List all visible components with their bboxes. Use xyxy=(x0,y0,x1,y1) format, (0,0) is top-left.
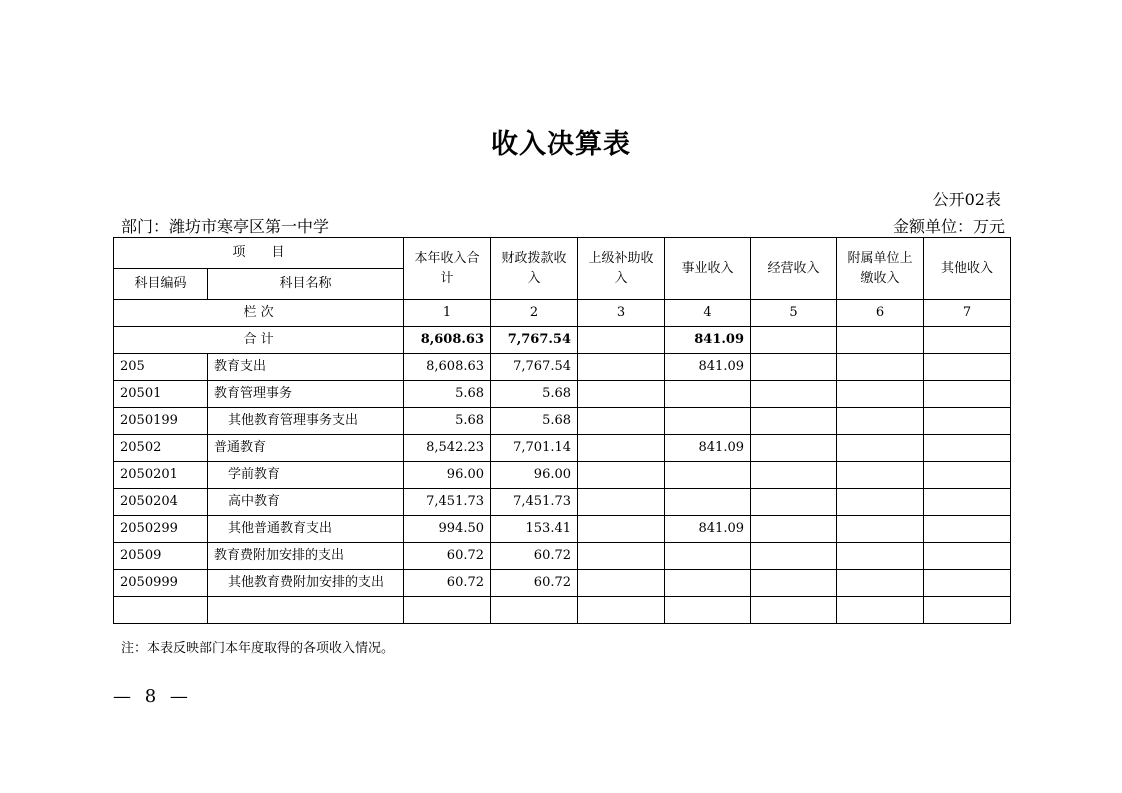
row-value xyxy=(924,408,1011,435)
header-col: 上级补助收入 xyxy=(578,238,665,300)
table-row xyxy=(114,462,1011,489)
row-value xyxy=(837,435,924,462)
empty-row xyxy=(114,597,1011,624)
table-row xyxy=(114,489,1011,516)
row-value xyxy=(578,435,665,462)
table-row xyxy=(114,435,1011,462)
col-num: 3 xyxy=(578,300,665,327)
header-col: 附属单位上缴收入 xyxy=(837,238,924,300)
row-value xyxy=(578,381,665,408)
row-name: 高中教育 xyxy=(208,489,404,516)
row-name: 教育管理事务 xyxy=(208,381,404,408)
row-value: 5.68 xyxy=(491,381,578,408)
row-value xyxy=(665,543,751,570)
department-label: 部门：潍坊市寒亭区第一中学 xyxy=(121,217,330,236)
unit-label: 金额单位：万元 xyxy=(892,217,1005,236)
row-value xyxy=(751,516,837,543)
row-value: 60.72 xyxy=(404,570,491,597)
row-value xyxy=(578,543,665,570)
col-num: 6 xyxy=(837,300,924,327)
row-value xyxy=(837,570,924,597)
row-value xyxy=(837,462,924,489)
row-value xyxy=(924,489,1011,516)
row-value: 841.09 xyxy=(665,354,751,381)
row-code: 2050999 xyxy=(114,570,208,597)
header-col: 本年收入合计 xyxy=(404,238,491,300)
total-value xyxy=(837,327,924,354)
table-row xyxy=(114,543,1011,570)
row-value xyxy=(924,435,1011,462)
empty-cell xyxy=(924,597,1011,624)
row-value: 8,542.23 xyxy=(404,435,491,462)
row-value: 60.72 xyxy=(491,543,578,570)
row-value xyxy=(924,516,1011,543)
row-value xyxy=(751,381,837,408)
row-value: 7,701.14 xyxy=(491,435,578,462)
row-value xyxy=(578,489,665,516)
total-value: 8,608.63 xyxy=(404,327,491,354)
row-name: 学前教育 xyxy=(208,462,404,489)
row-value xyxy=(751,435,837,462)
row-name: 其他教育管理事务支出 xyxy=(208,408,404,435)
row-value xyxy=(751,489,837,516)
row-value xyxy=(751,462,837,489)
row-value xyxy=(751,543,837,570)
row-value: 60.72 xyxy=(404,543,491,570)
row-value xyxy=(924,354,1011,381)
header-code: 科目编码 xyxy=(114,269,208,300)
row-value: 96.00 xyxy=(404,462,491,489)
row-value: 5.68 xyxy=(491,408,578,435)
row-value xyxy=(837,354,924,381)
header-col: 经营收入 xyxy=(751,238,837,300)
row-value xyxy=(837,516,924,543)
row-code: 205 xyxy=(114,354,208,381)
table-row xyxy=(114,516,1011,543)
row-value xyxy=(924,381,1011,408)
empty-cell xyxy=(751,597,837,624)
header-name: 科目名称 xyxy=(208,269,404,300)
empty-cell xyxy=(491,597,578,624)
row-value xyxy=(751,354,837,381)
table-row xyxy=(114,381,1011,408)
empty-cell xyxy=(665,597,751,624)
header-col: 财政拨款收入 xyxy=(491,238,578,300)
row-code: 2050204 xyxy=(114,489,208,516)
row-value xyxy=(665,570,751,597)
header-col: 其他收入 xyxy=(924,238,1011,300)
col-num: 7 xyxy=(924,300,1011,327)
row-name: 其他普通教育支出 xyxy=(208,516,404,543)
row-value xyxy=(837,408,924,435)
empty-cell xyxy=(578,597,665,624)
page-title: 收入决算表 xyxy=(491,129,631,160)
total-value: 7,767.54 xyxy=(491,327,578,354)
row-value: 60.72 xyxy=(491,570,578,597)
row-value xyxy=(665,381,751,408)
total-value xyxy=(924,327,1011,354)
empty-cell xyxy=(837,597,924,624)
row-value xyxy=(578,408,665,435)
page-number: — 8 — xyxy=(113,686,192,707)
total-value xyxy=(578,327,665,354)
total-value: 841.09 xyxy=(665,327,751,354)
row-value xyxy=(837,489,924,516)
row-value: 153.41 xyxy=(491,516,578,543)
income-table xyxy=(113,237,1011,624)
row-value xyxy=(924,570,1011,597)
table-row xyxy=(114,408,1011,435)
row-value xyxy=(751,570,837,597)
form-id: 公开02表 xyxy=(932,190,1001,209)
col-num: 4 xyxy=(665,300,751,327)
row-name: 普通教育 xyxy=(208,435,404,462)
row-value xyxy=(665,462,751,489)
empty-cell xyxy=(114,597,208,624)
row-value xyxy=(578,516,665,543)
row-value xyxy=(924,543,1011,570)
table-note: 注：本表反映部门本年度取得的各项收入情况。 xyxy=(121,641,395,656)
total-value xyxy=(751,327,837,354)
row-value: 7,451.73 xyxy=(404,489,491,516)
row-value xyxy=(837,543,924,570)
row-value: 7,767.54 xyxy=(491,354,578,381)
row-value: 841.09 xyxy=(665,435,751,462)
total-label: 合 计 xyxy=(114,327,404,354)
table-row xyxy=(114,570,1011,597)
row-value: 994.50 xyxy=(404,516,491,543)
row-code: 2050199 xyxy=(114,408,208,435)
row-name: 教育费附加安排的支出 xyxy=(208,543,404,570)
empty-cell xyxy=(208,597,404,624)
row-value xyxy=(578,462,665,489)
header-col-label: 栏 次 xyxy=(114,300,404,327)
empty-cell xyxy=(404,597,491,624)
row-name: 教育支出 xyxy=(208,354,404,381)
row-value xyxy=(578,570,665,597)
row-value: 841.09 xyxy=(665,516,751,543)
row-value xyxy=(837,381,924,408)
row-code: 20501 xyxy=(114,381,208,408)
row-value: 96.00 xyxy=(491,462,578,489)
row-value xyxy=(665,408,751,435)
col-num: 1 xyxy=(404,300,491,327)
row-value: 5.68 xyxy=(404,408,491,435)
row-value xyxy=(578,354,665,381)
header-col: 事业收入 xyxy=(665,238,751,300)
col-num: 5 xyxy=(751,300,837,327)
row-code: 20509 xyxy=(114,543,208,570)
row-value: 7,451.73 xyxy=(491,489,578,516)
row-value: 5.68 xyxy=(404,381,491,408)
row-value xyxy=(924,462,1011,489)
row-code: 20502 xyxy=(114,435,208,462)
row-code: 2050201 xyxy=(114,462,208,489)
col-num: 2 xyxy=(491,300,578,327)
row-name: 其他教育费附加安排的支出 xyxy=(208,570,404,597)
row-value xyxy=(751,408,837,435)
row-value xyxy=(665,489,751,516)
row-value: 8,608.63 xyxy=(404,354,491,381)
row-code: 2050299 xyxy=(114,516,208,543)
header-item: 项 目 xyxy=(114,238,404,269)
table-row xyxy=(114,354,1011,381)
